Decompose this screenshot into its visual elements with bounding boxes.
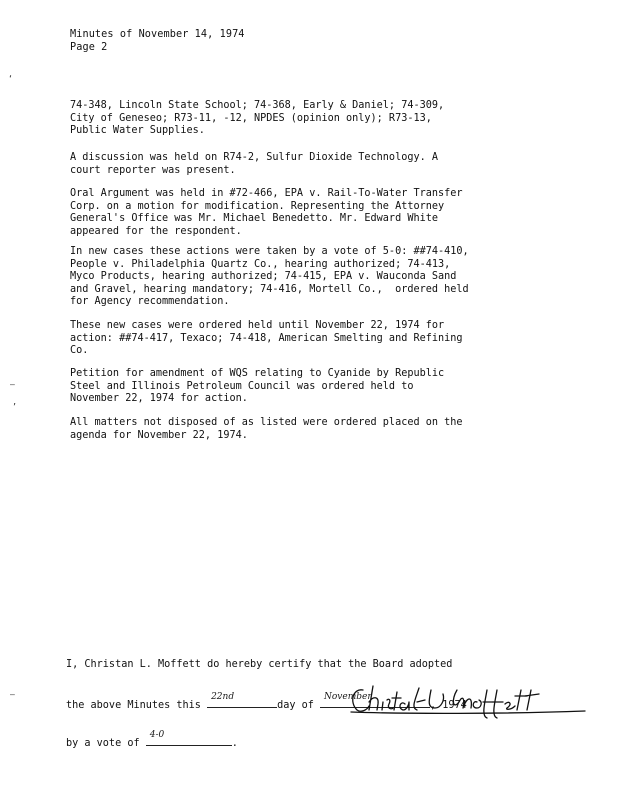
- handwritten-signature: [345, 680, 590, 720]
- header-page-number: Page 2: [70, 42, 108, 53]
- vote-handwritten: 4-0: [149, 729, 165, 740]
- scan-mark: –: [10, 690, 15, 699]
- certification-text: the above Minutes this: [66, 699, 208, 711]
- day-handwritten: 22nd: [211, 691, 235, 702]
- paragraph-new-cases: In new cases these actions were taken by a vote of 5-0: ##74-410, People v. Philadelphia Quartz Co., hearing authorized; 74-413, Myco Products, hearing authorized; 74-415, EPA v. Wauconda Sand and Gravel, hearing mandatory; 74-416, Mortell Co., ordered held for Agency recommendation.: [70, 246, 469, 308]
- paragraph-sulfur-dioxide: A discussion was held on R74-2, Sulfur Dioxide Technology. A court reporter was present.: [70, 152, 439, 176]
- certification-vote-line: [66, 729, 467, 749]
- paragraph-oral-argument: Oral Argument was held in #72-466, EPA v. Rail-To-Water Transfer Corp. on a motion for modification. Representing the Attorney General's Office was Mr. Michael Benedetto. Mr. Edward White appeared for the respondent.: [70, 188, 463, 237]
- certification-text: by a vote of: [66, 737, 146, 749]
- paragraph-remaining-matters: All matters not disposed of as listed were ordered placed on the agenda for November 22, 1974.: [70, 417, 463, 441]
- paragraph-cases-list: 74-348, Lincoln State School; 74-368, Early & Daniel; 74-309, City of Geneseo; R73-11, -12, NPDES (opinion only); R73-13, Public Water Supplies.: [70, 100, 445, 137]
- certification-line: I, Christan L. Moffett do hereby certify that the Board adopted: [66, 659, 453, 671]
- scan-mark: ‘: [8, 74, 13, 83]
- month-handwritten: November: [324, 691, 372, 702]
- paragraph-cases-held: These new cases were ordered held until November 22, 1974 for action: ##74-417, Texaco; 74-418, American Smelting and Refining Co.: [70, 320, 463, 357]
- paragraph-petition: Petition for amendment of WQS relating to Cyanide by Republic Steel and Illinois Petroleum Council was ordered held to November 22, 1974 for action.: [70, 368, 445, 405]
- certification-text: .: [231, 737, 238, 749]
- page-header: [70, 28, 245, 54]
- day-blank: [207, 691, 277, 708]
- header-title: Minutes of November 14, 1974: [70, 29, 245, 40]
- certification-text: day of: [277, 699, 321, 711]
- vote-blank: [146, 729, 232, 746]
- certification-text: , 1974: [430, 699, 467, 711]
- scan-mark: ’: [12, 402, 17, 411]
- scan-mark: –: [10, 380, 15, 389]
